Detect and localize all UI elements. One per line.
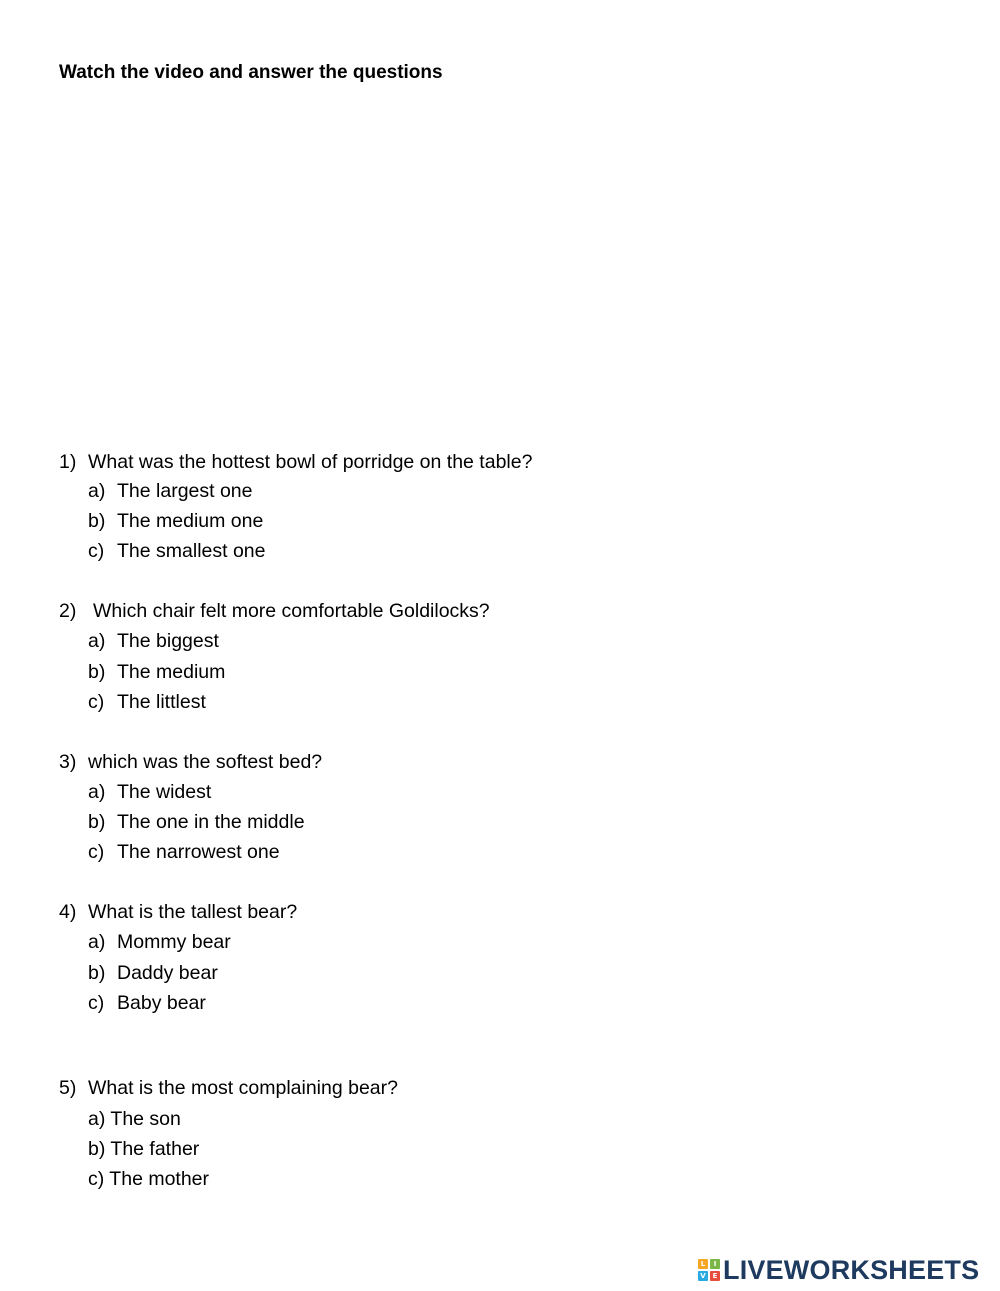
option-label: b) <box>88 510 106 532</box>
option-text: The smallest one <box>117 540 266 562</box>
option-text: b) The father <box>88 1138 200 1160</box>
option-text: a) The son <box>88 1108 181 1130</box>
question-number: 3) <box>59 751 77 773</box>
option-text: Daddy bear <box>117 962 218 984</box>
option-label: a) <box>88 480 106 502</box>
option-label: c) <box>88 540 105 562</box>
question-text: What was the hottest bowl of porridge on the table? <box>88 451 533 473</box>
option-text: The biggest <box>117 630 219 652</box>
option-label: a) <box>88 781 106 803</box>
option-label: c) <box>88 841 105 863</box>
option-label: a) <box>88 931 106 953</box>
question-text: What is the tallest bear? <box>88 901 298 923</box>
option-label: b) <box>88 811 106 833</box>
logo-grid-icon <box>698 1259 720 1281</box>
option-text: Mommy bear <box>117 931 231 953</box>
logo-letter: L <box>698 1259 708 1269</box>
question-text: which was the softest bed? <box>88 751 323 773</box>
question-number: 1) <box>59 451 77 473</box>
logo-letter: V <box>698 1271 708 1281</box>
question-text: What is the most complaining bear? <box>88 1077 398 1099</box>
question-number: 5) <box>59 1077 77 1099</box>
option-text: The narrowest one <box>117 841 280 863</box>
option-label: a) <box>88 630 106 652</box>
option-label: c) <box>88 992 105 1014</box>
option-text: The medium one <box>117 510 264 532</box>
option-text: Baby bear <box>117 992 206 1014</box>
option-label: c) <box>88 691 105 713</box>
logo-letter: I <box>710 1259 720 1269</box>
option-text: The littlest <box>117 691 206 713</box>
logo-letter: E <box>710 1271 720 1281</box>
liveworksheets-logo <box>698 1256 979 1284</box>
question-number: 4) <box>59 901 77 923</box>
question-text: Which chair felt more comfortable Goldilocks? <box>93 600 490 622</box>
option-text: The one in the middle <box>117 811 305 833</box>
option-label: b) <box>88 661 106 683</box>
option-text: The widest <box>117 781 212 803</box>
page-heading: Watch the video and answer the questions <box>59 62 443 83</box>
option-text: The largest one <box>117 480 253 502</box>
logo-text: LIVEWORKSHEETS <box>723 1255 980 1285</box>
option-text: c) The mother <box>88 1168 210 1190</box>
question-number: 2) <box>59 600 77 622</box>
option-label: b) <box>88 962 106 984</box>
option-text: The medium <box>117 661 226 683</box>
